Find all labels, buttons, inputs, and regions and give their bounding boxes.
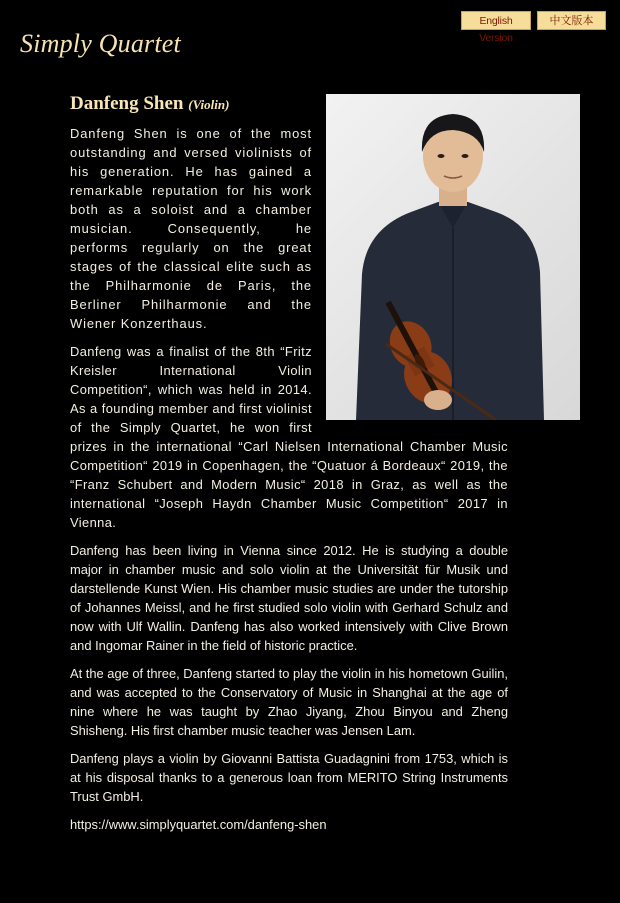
bio-paragraph-3: Danfeng has been living in Vienna since 2012. He is studying a double major in chamber music and solo violin at the Universität für Musik und darstellende Kunst Wien. His chamber music studies are under the tutorship of Johannes Meissl, and he first studied solo violin with Gerhard Schulz and now with Ulf Wallin. Danfeng has also worked intensively with Clive Brown and Ingomar Rainer in the field of historic practice.: [70, 543, 508, 653]
bio-paragraph-2: Danfeng was a finalist of the 8th “Fritz Kreisler International Violin Competition“, which was held in 2014. As a founding member and first violinist of the Simply Quartet, he won first prizes in the international “Carl Nielsen International Chamber Music Competition“ 2019 in Copenhagen, the “Quatuor á Bordeaux“ 2019, the “Franz Schubert and Modern Music“ 2018 in Graz, as well as the international “Joseph Haydn Chamber Music Competition“ 2017 in Vienna.: [70, 344, 508, 530]
bio-paragraph-5: Danfeng plays a violin by Giovanni Battista Guadagnini from 1753, which is at his disposal thanks to a generous loan from MERITO String Instruments Trust GmbH.: [70, 751, 508, 804]
bio-paragraph-1: Danfeng Shen is one of the most outstanding and versed violinists of his generation. He has gained a remarkable reputation for his work both as a soloist and a chamber musician. Consequently, he performs regularly on the great stages of the classical elite such as the Philharmonie de Paris, the Berliner Philharmonie and the Wiener Konzerthaus.: [70, 126, 312, 331]
chinese-version-button[interactable]: 中文版本: [537, 11, 606, 30]
profile-link[interactable]: https://www.simplyquartet.com/danfeng-shen: [70, 817, 327, 832]
portrait-photo: [326, 94, 580, 420]
site-title: Simply Quartet: [20, 29, 181, 58]
bio-paragraph-4: At the age of three, Danfeng started to play the violin in his hometown Guilin, and was accepted to the Conservatory of Music in Shanghai at the age of nine where he was taught by Zhao Jiyang, Zhou Binyou and Zheng Shisheng. His first chamber music teacher was Jensen Lam.: [70, 666, 508, 738]
portrait-illustration: [326, 94, 580, 420]
bio-section: [70, 93, 508, 843]
musician-name-text: Danfeng Shen: [70, 93, 184, 114]
musician-role: (Violin): [188, 97, 230, 112]
english-version-button[interactable]: English Version: [461, 11, 531, 30]
